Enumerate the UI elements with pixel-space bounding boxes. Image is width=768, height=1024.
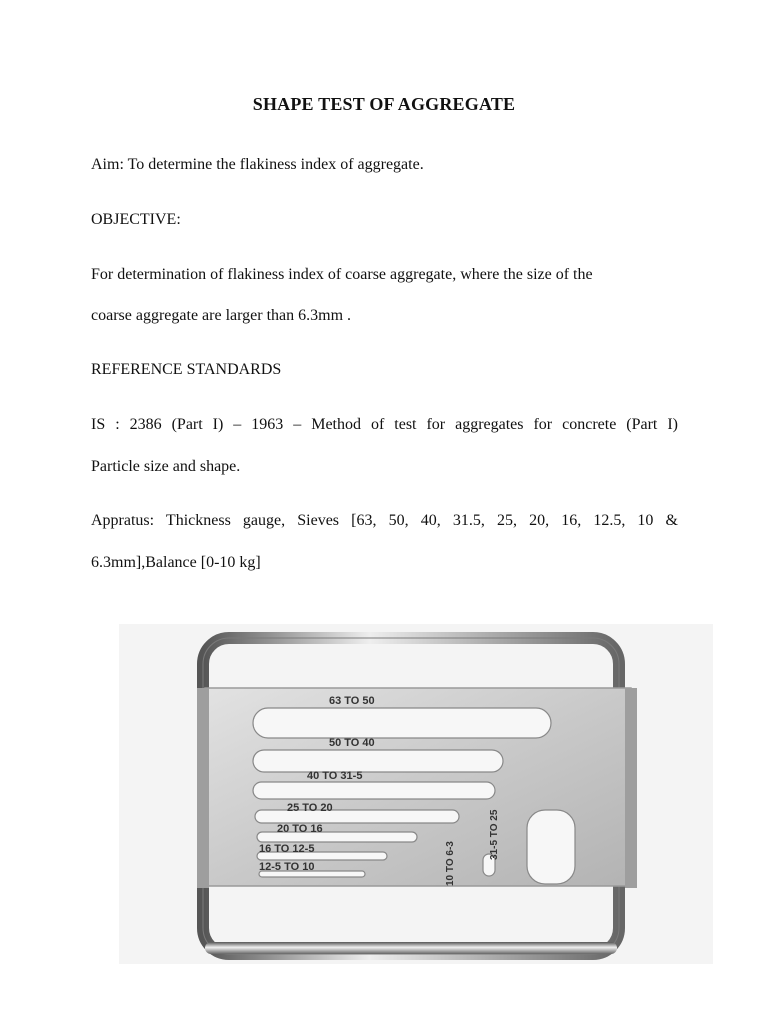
slot-label: 40 TO 31-5 <box>307 770 363 782</box>
slot-label: 25 TO 20 <box>287 802 333 814</box>
gauge-slot <box>253 782 495 799</box>
objective-text-line-2: coarse aggregate are larger than 6.3mm . <box>91 307 352 324</box>
thickness-gauge-illustration <box>119 624 713 964</box>
apparatus-text-line-2: 6.3mm],Balance [0-10 kg] <box>91 554 261 571</box>
reference-text-line-2: Particle size and shape. <box>91 458 241 475</box>
slot-label: 20 TO 16 <box>277 823 323 835</box>
reference-heading: REFERENCE STANDARDS <box>91 361 282 378</box>
slot-label: 63 TO 50 <box>329 695 375 707</box>
slot-label: 50 TO 40 <box>329 737 375 749</box>
gauge-slot-vertical <box>527 810 575 884</box>
side-label: 10 TO 6-3 <box>445 841 456 886</box>
apparatus-text-line-1: Appratus: Thickness gauge, Sieves [63, 50, 40, 31.5, 25, 20, 16, 12.5, 10 & <box>91 512 678 529</box>
thickness-gauge-photo <box>119 624 713 964</box>
gauge-slot <box>255 810 459 823</box>
reference-text-line-1: IS : 2386 (Part I) – 1963 – Method of test for aggregates for concrete (Part I) <box>91 416 678 433</box>
objective-heading: OBJECTIVE: <box>91 211 181 228</box>
gauge-slot <box>253 708 551 738</box>
document-title: SHAPE TEST OF AGGREGATE <box>252 94 516 114</box>
aim-text: Aim: To determine the flakiness index of aggregate. <box>91 156 424 173</box>
side-label: 31-5 TO 25 <box>489 809 500 860</box>
gauge-slot <box>253 750 503 772</box>
slot-label: 16 TO 12-5 <box>259 843 315 855</box>
slot-label: 12-5 TO 10 <box>259 861 315 873</box>
objective-text-line-1: For determination of flakiness index of coarse aggregate, where the size of the <box>91 266 593 283</box>
